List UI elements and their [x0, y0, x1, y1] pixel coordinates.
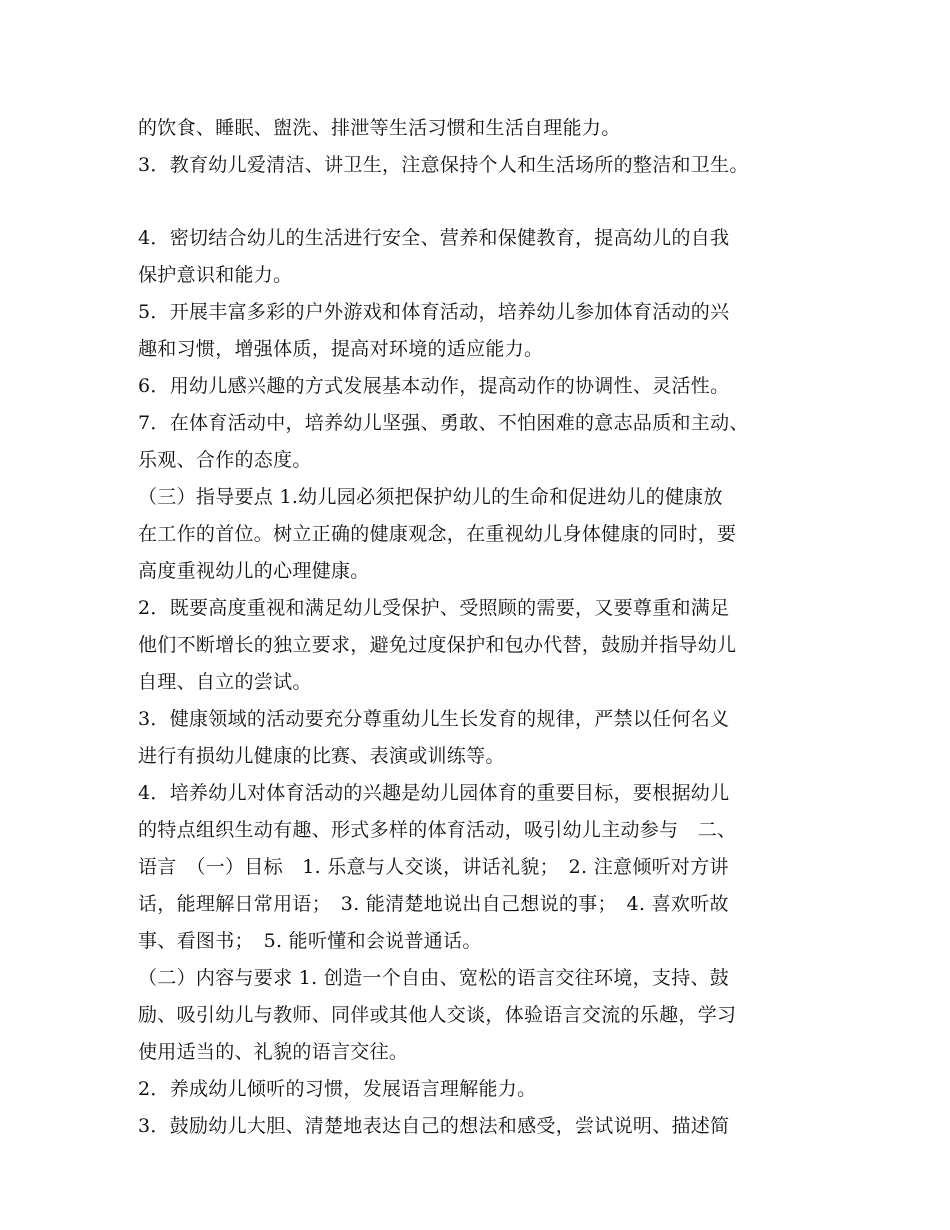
text-line: 4．密切结合幼儿的生活进行安全、营养和保健教育，提高幼儿的自我 — [138, 227, 730, 249]
text-line: 他们不断增长的独立要求，避免过度保护和包办代替，鼓励并指导幼儿 — [138, 634, 737, 656]
text-line: 趣和习惯，增强体质，提高对环境的适应能力。 — [138, 338, 544, 360]
text-line: 7．在体育活动中，培养幼儿坚强、勇敢、不怕困难的意志品质和主动、 — [138, 412, 749, 434]
blank-line — [138, 184, 838, 220]
text-line: 3．健康领域的活动要充分尊重幼儿生长发育的规律，严禁以任何名义 — [138, 708, 730, 730]
text-line: （三）指导要点 1.幼儿园必须把保护幼儿的生命和促进幼儿的健康放 — [138, 486, 723, 508]
text-line: 2．养成幼儿倾听的习惯，发展语言理解能力。 — [138, 1078, 537, 1100]
text-line: 事、看图书； 5. 能听懂和会说普通话。 — [138, 930, 482, 952]
text-line: 5．开展丰富多彩的户外游戏和体育活动，培养幼儿参加体育活动的兴 — [138, 301, 730, 323]
text-line: 的饮食、睡眠、盥洗、排泄等生活习惯和生活自理能力。 — [138, 117, 621, 139]
text-line: 在工作的首位。树立正确的健康观念，在重视幼儿身体健康的同时，要 — [138, 523, 737, 545]
text-line: 话，能理解日常用语； 3. 能清楚地说出自己想说的事； 4. 喜欢听故 — [138, 893, 729, 915]
text-line: 3．教育幼儿爱清洁、讲卫生，注意保持个人和生活场所的整洁和卫生。 — [138, 154, 749, 176]
body-text — [138, 110, 838, 1145]
text-line: 自理、自立的尝试。 — [138, 671, 312, 693]
text-line: 6．用幼儿感兴趣的方式发展基本动作，提高动作的协调性、灵活性。 — [138, 375, 730, 397]
text-line: 使用适当的、礼貌的语言交往。 — [138, 1041, 409, 1063]
text-line: 3．鼓励幼儿大胆、清楚地表达自己的想法和感受，尝试说明、描述简 — [138, 1115, 730, 1137]
text-line: 励、吸引幼儿与教师、同伴或其他人交谈，体验语言交流的乐趣，学习 — [138, 1004, 737, 1026]
text-line: 保护意识和能力。 — [138, 264, 293, 286]
text-line: 4．培养幼儿对体育活动的兴趣是幼儿园体育的重要目标，要根据幼儿 — [138, 782, 730, 804]
text-line: 语言 （一）目标 1. 乐意与人交谈，讲话礼貌； 2. 注意倾听对方讲 — [138, 856, 729, 878]
text-line: 2．既要高度重视和满足幼儿受保护、受照顾的需要，又要尊重和满足 — [138, 597, 730, 619]
text-line: 乐观、合作的态度。 — [138, 449, 312, 471]
text-line: （二）内容与要求 1. 创造一个自由、宽松的语言交往环境，支持、鼓 — [138, 967, 730, 989]
text-line: 的特点组织生动有趣、形式多样的体育活动，吸引幼儿主动参与 二、 — [138, 819, 737, 841]
text-line: 高度重视幼儿的心理健康。 — [138, 560, 370, 582]
text-line: 进行有损幼儿健康的比赛、表演或训练等。 — [138, 745, 505, 767]
